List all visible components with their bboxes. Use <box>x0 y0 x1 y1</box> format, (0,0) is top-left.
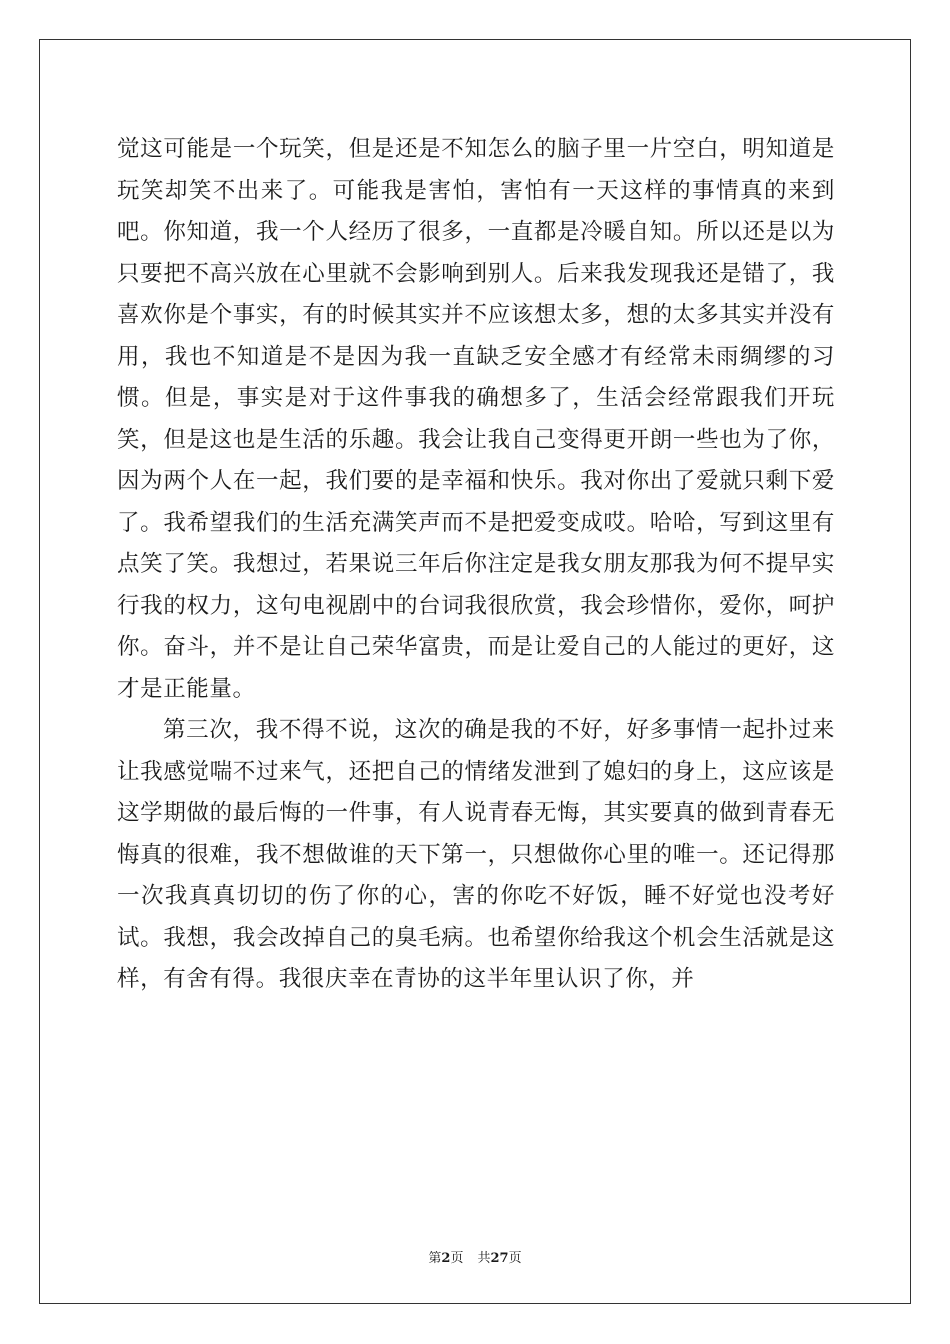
page-footer <box>0 1247 950 1266</box>
paragraph-1: 觉这可能是一个玩笑，但是还是不知怎么的脑子里一片空白，明知道是玩笑却笑不出来了。可能我是害怕，害怕有一天这样的事情真的来到吧。你知道，我一个人经历了很多，一直都是冷暖自知。所以还是以为只要把不高兴放在心里就不会影响到别人。后来我发现我还是错了，我喜欢你是个事实，有的时候其实并不应该想太多，想的太多其实并没有用，我也不知道是不是因为我一直缺乏安全感才有经常未雨绸缪的习惯。但是，事实是对于这件事我的确想多了，生活会经常跟我们开玩笑，但是这也是生活的乐趣。我会让我自己变得更开朗一些也为了你，因为两个人在一起，我们要的是幸福和快乐。我对你出了爱就只剩下爱了。我希望我们的生活充满笑声而不是把爱变成哎。哈哈，写到这里有点笑了笑。我想过，若果说三年后你注定是我女朋友那我为何不提早实行我的权力，这句电视剧中的台词我很欣赏，我会珍惜你，爱你，呵护你。奋斗，并不是让自己荣华富贵，而是让爱自己的人能过的更好，这才是正能量。 <box>117 136 835 702</box>
current-page-number: 2 <box>441 1251 451 1266</box>
page-prefix: 第 <box>428 1251 442 1266</box>
document-body <box>117 129 835 1001</box>
total-prefix: 共 <box>477 1251 491 1266</box>
paragraph-2: 第三次，我不得不说，这次的确是我的不好，好多事情一起扑过来让我感觉喘不过来气，还把自己的情绪发泄到了媳妇的身上，这应该是这学期做的最后悔的一件事，有人说青春无悔，其实要真的做到青春无悔真的很难，我不想做谁的天下第一，只想做你心里的唯一。还记得那一次我真真切切的伤了你的心，害的你吃不好饭，睡不好觉也没考好试。我想，我会改掉自己的臭毛病。也希望你给我这个机会生活就是这样，有舍有得。我很庆幸在青协的这半年里认识了你，并 <box>117 717 835 992</box>
total-page-number: 27 <box>490 1251 509 1266</box>
total-unit: 页 <box>508 1251 522 1266</box>
page-unit: 页 <box>450 1251 464 1266</box>
